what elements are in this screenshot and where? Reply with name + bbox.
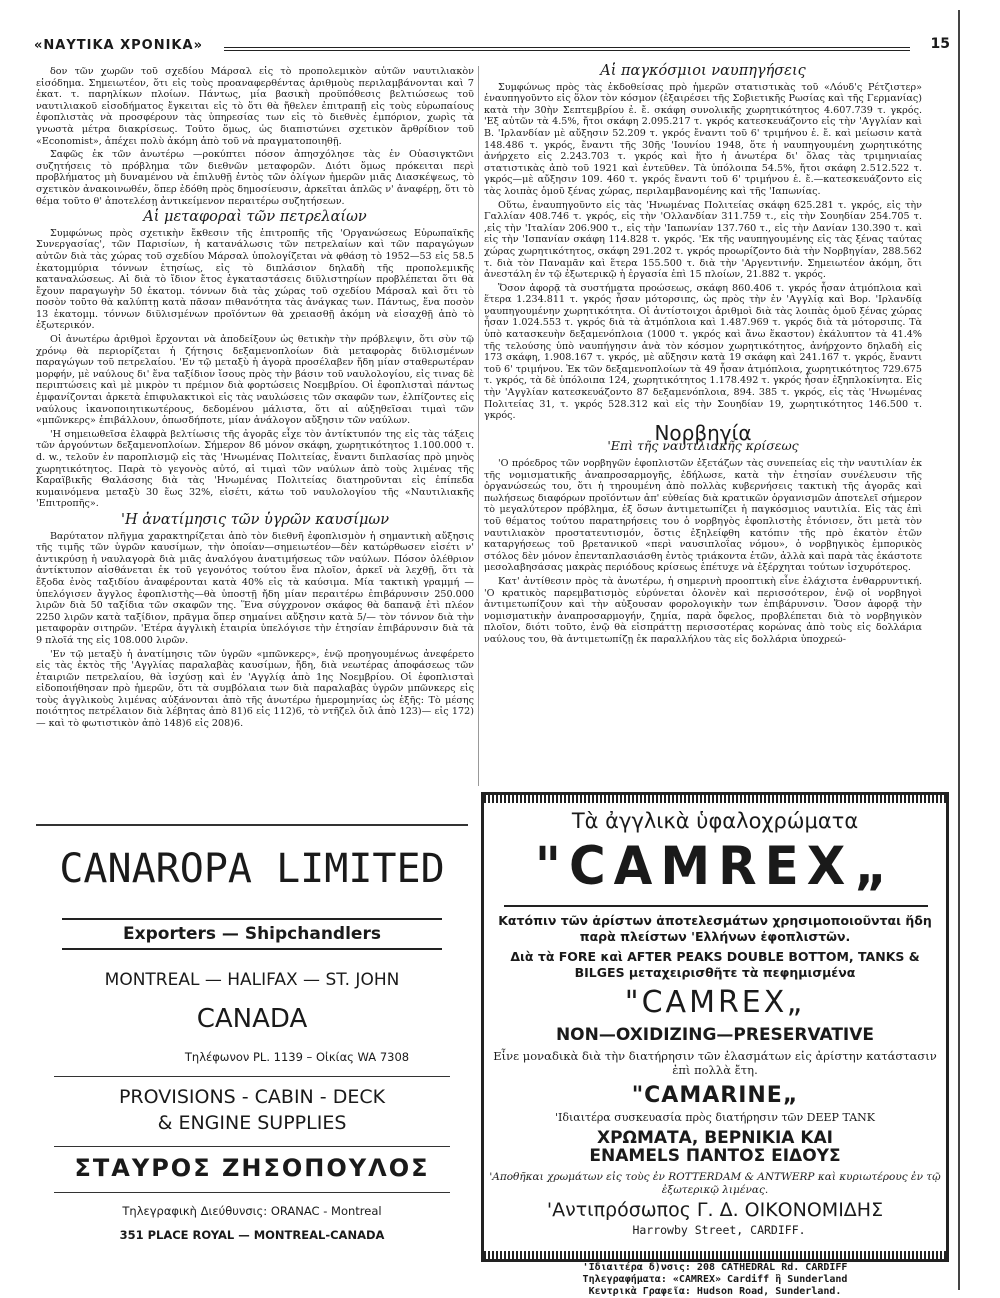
paragraph: 'Ο πρόεδρος τῶν νορβηγῶν ἐφοπλιστῶν ἐξετάζων τὰς συνεπείας εἰς τὴν ναυτιλίαν ἐκ τῆς νομισματικῆς ἀναπροσαρμογῆς, ἐδήλωσε, κατὰ τὴν ἐτησίαν συνέλευσιν τῆς ὀργανώσεώς του, ὅτι ἡ τηρουμένη ἀπὸ πολλὰς κυβερνήσεις τακτικὴ τῆς ἀγορᾶς καὶ πωλήσεως διαφόρων προϊόντων ἀπ' εὐθείας διὰ κρατικῶν ὀργανισμῶν ἀποτελεῖ σήμερον τὸ μεγαλύτερον πρόβλημα, ἐξ ὅσων ἀντιμετωπίζει ἡ παγκόσμιος ναυτιλία. Εἰς τὰς ἐπὶ τοῦ θέματος τούτου παρατηρήσεις του ὁ νορβηγὸς ἐφοπλιστὴς ἐτόνισεν, ὅτι μετὰ τὸν ναυτιλιακὸν προστατευτισμόν, ὅστις ἐξηλείφθη κατόπιν τῆς πρὸ ἑκατὸν ἐτῶν καταργήσεως τοῦ βρετανικοῦ «περὶ ναυσιπλοΐας νόμου», ὁ νορβηγικὸς ἐμπορικὸς στόλος δὲν μόνον ἐπενταπλασιάσθη ἐντὸς τριάκοντα ἐτῶν, ἀλλὰ καὶ παρὰ τὰς ἑκάστοτε μεσολαβησάσας μακρὰς περιόδους κρίσεως ἐπέτυχε νὰ ἐξέρχηται τούτων ἰσχυρότερος. <box>484 458 922 574</box>
company-phones: Τηλέφωνον PL. 1139 – Οἰκίας WA 7308 <box>184 1050 410 1064</box>
ad-dotted-border <box>484 795 946 803</box>
camarine-description: 'Ιδιαιτέρα συσκευασία πρὸς διατήρησιν τῶν DEEP TANK <box>555 1111 875 1124</box>
paragraph: Οἱ ἀνωτέρω ἀριθμοὶ ἔρχονται νὰ ἀποδείξουν ὡς θετικὴν τὴν πρόβλεψιν, ὅτι σὺν τῷ χρόνῳ θὰ περιορίζεται ἡ ζήτησις δεξαμενοπλοίων διὰ μεταφορὰς διϋλισμένων παραγώγων τοῦ πετρελαίου. 'Εν τῷ μεταξὺ ἡ ἀγορὰ προσέλαβεν ἤδη μίαν σταθερωτέραν μορφήν, μὲ ναύλους δι' ἕνα ταξίδιον ἴσους πρὸς τὴν βάσιν τοῦ ναυλολογίου, εἰς τινας δὲ περιπτώσεις καὶ μὲ μικρὸν τι πρέμιον διὰ φορτώσεις Νοεμβρίου. Οἱ ἐφοπλισταὶ πάντως ἐμφανίζονται ἀρκετὰ ἐπιφυλακτικοὶ εἰς τὰς ναυλώσεις τῶν σκαφῶν των, ἐλπίζοντες εἰς ναύλους ἱκανοποιητικωτέρους, δεδομένου μάλιστα, ὅτι αἱ αὐξηθεῖσαι τιμαὶ τῶν «μπῶνκερς» ἐπιβάλλουν, ὁπωσδήποτε, μίαν ἀνάλογον αὔξησιν τῶν ναύλων. <box>36 334 474 427</box>
paragraph: 'Εν τῷ μεταξὺ ἡ ἀνατίμησις τῶν ὑγρῶν «μπῶνκερς», ἐνῷ προηγουμένως ἀνεφέρετο εἰς τὰς ἐκτὸς τῆς 'Αγγλίας παραλαβὰς καυσίμων, ἤδη, διὰ νεωτέρας ἀποφάσεως τῶν ἑταιριῶν πετρελαίου, θὰ ἰσχύσῃ καὶ ἐν 'Αγγλίᾳ ἀπὸ 1ης Νοεμβρίου. Οἱ ἐφοπλισταὶ εἰδοποιήθησαν πρὸ ἡμερῶν, ὅτι τὰ συμβόλαια των διὰ παραλαβὰς ὑγρῶν μπῶνκερς εἰς τοὺς ἀγγλικοὺς λιμένας αὐξάνονται ἀπὸ τῆς ἀνωτέρω ἡμερομηνίας ὡς ἑξῆς: Τὸ μέσης ποιότητος πετρέλαιον διὰ λέβητας ἀπὸ 81)6 εἰς 112)6, τὸ ντῆζελ ὄιλ ἀπὸ 123)— εἰς 172)— καὶ τὸ φωτιστικὸν ἀπὸ 148)6 εἰς 208)6. <box>36 648 474 730</box>
company-name: CANAROPA LIMITED <box>59 846 445 892</box>
paragraph: Συμφώνως πρὸς σχετικὴν ἔκθεσιν τῆς ἐπιτροπῆς τῆς 'Οργανώσεως Εὐρωπαϊκῆς Συνεργασίας', τῶν Παρισίων, ἡ κατανάλωσις τῶν πετρελαίων καὶ τῶν παραγώγων αὐτῶν διὰ τὰς χώρας τοῦ σχεδίου Μάρσαλ ὑπολογίζεται νὰ φθάσῃ τὸ 1952—53 εἰς 58.5 ἑκατομμύρια τόννων ἐτησίως, εἰς τὸ διπλάσιον δηλαδὴ τῆς προπολεμικῆς καταναλώσεως. Αἱ διὰ τὸ ἴδιον ἔτος ἐγκαταστάσεις διϋλιστηρίων προβλέπεται ὅτι θὰ ἔχουν παραγωγὴν 50 ἑκατομ. τόννων διὰ τὰς χώρας τοῦ σχεδίου Μάρσαλ καὶ ὅτι τὸ ποσὸν τοῦτο θὰ καλύπτῃ κατὰ πᾶσαν πιθανότητα τὰς ἀνάγκας των. Πάντως, ἕνα ποσὸν 13 ἑκατομμ. τόννων διϋλισμένων προϊόντων θὰ χρειασθῇ ἀκόμη νὰ εἰσαχθῇ ἀπὸ τὸ ἐξωτερικόν. <box>36 227 474 332</box>
right-column <box>484 63 922 648</box>
company-tagline: Exporters — Shipchandlers <box>62 918 442 950</box>
camarine-brand: "CAMARINE„ <box>631 1083 799 1108</box>
page-number: 15 <box>930 36 950 52</box>
column-divider <box>478 66 479 786</box>
paragraph: δον τῶν χωρῶν τοῦ σχεδίου Μάρσαλ εἰς τὸ προπολεμικὸν αὐτῶν ναυτιλιακὸν εἰσόδημα. Σημειωτέον, ὅτι εἰς τοὺς προαναφερθέντας ἀριθμοὺς περιλαμβάνονται καὶ 7 ἑκατ. τ. παρηλίκων πλοίων. Πάντως, μία βασικὴ προϋπόθεσις βελτιώσεως τοῦ ναυτιλιακοῦ εἰσοδήματος ἔγκειται εἰς τὸ ὅτι θὰ ἤθελεν ἐπιτραπῇ εἰς τοὺς εὐρωπαίους ἐφοπλιστὰς νὰ προσφέρουν τὰς ὑπηρεσίας των εἰς τὸ διεθνὲς ἐμπόριον, χωρὶς τὰ γνωστὰ μέτρα διακρίσεως. Τοῦτο ὅμως, ὡς διαπιστώνει σχετικὸν ἄρθρίδιον τοῦ «Economist», ἀπέχει πολὺ ἀκόμη ἀπὸ τοῦ νὰ πραγματοποιηθῇ. <box>36 66 474 147</box>
left-column <box>36 66 474 732</box>
section-heading: 'Η ἀνατίμησις τῶν ὑγρῶν καυσίμων <box>120 511 390 528</box>
camrex-advertisement <box>481 792 949 1262</box>
journal-title: «ΝΑΥΤΙΚΑ ΧΡΟΝΙΚΑ» <box>34 38 203 53</box>
address-street: Harrowby Street, <box>632 1223 744 1237</box>
camrex-contact-lines <box>481 1262 949 1298</box>
paragraph: Βαρύτατον πλῆγμα χαρακτηρίζεται ἀπὸ τὸν διεθνῆ ἐφοπλισμὸν ἡ σημαντικὴ αὔξησις τῆς τιμῆς τῶν ὑγρῶν καυσίμων, τὴν ὁποίαν—σημειωτέον—δὲν κατώρθωσεν εἰσέτι ν' ἀντικρύσῃ ἡ ναυλαγορὰ διὰ μιᾶς ἀναλόγου ἀνατιμήσεως τῶν ναύλων. Πόσον ὀλέθριον ἀντίκτυπον αἰσθάνεται ἐκ τοῦ γεγονότος τούτου ἕνα πλοῖον, ἀρκεῖ νὰ λεχθῇ, ὅτι τὰ ἔξοδα ἑνὸς ταξιδίου ἀναφέρονται κατὰ 40% εἰς τὰ καύσιμα. Μία τακτικὴ γραμμή —ὑπελόγισεν ἄγγλος ἐφοπλιστὴς—θὰ ὑποστῇ ἤδη μίαν περαιτέρω ἐπιβάρυνσιν 250.000 λιρῶν διὰ 50 ταξίδια τῶν σκαφῶν της. Ἕνα σύγχρονον σκάφος θὰ δαπανᾷ ἐτὶ πλέον 2250 λιρῶν κατὰ ταξίδιον, πρᾶγμα ὅπερ σημαίνει αὔξησιν κατὰ 5/— τὸν τόννον διὰ τὴν μεταφορὰν σιτηρῶν. 'Ετέρα ἀγγλικὴ ἑταιρία ὑπελόγισε τὴν ἐτησίαν ἐπιβάρυνσιν διὰ τὰ 9 πλοῖά της εἰς 108.000 λιρῶν. <box>36 530 474 646</box>
telegraph-address: Τηλεγραφικὴ Διεύθυνσις: ORANAC - Montreal <box>122 1204 382 1218</box>
company-cities: MONTREAL — HALIFAX — ST. JOHN <box>104 970 400 990</box>
company-country: CANADA <box>196 1004 308 1034</box>
paragraph: Κατ' ἀντίθεσιν πρὸς τὰ ἀνωτέρω, ἡ σημερινὴ προοπτικὴ εἶνε ἐλάχιστα ἐνθαρρυντική. 'Ο κρατικὸς παρεμβατισμὸς εὐρύνεται ὁλονὲν καὶ περισσότερον, ἐνῷ οἱ νορβηγοὶ ἀντιμετωπίζουν καὶ τὴν αὐξουσαν φορολογικὴν των ἐπιβάρυνσιν. Ὅσον ἀφορᾷ τὴν νομισματικὴν ἀναπροσαρμογήν, ζημία, παρὰ ὄφελος, προβλέπεται διὰ τὸ νορβηγικὸν πλοῖον, διότι τοῦτο, ἐνῷ θὰ εἰσπράττῃ περισσοτέρας κορώνας ἀπὸ τοὺς εἰς δολλάρια ναύλους του, θὰ ἀντιμετωπίζῃ ἐκ παραλλήλου τὰς εἰς δολλάρια ὑποχρεώ- <box>484 575 922 645</box>
ad-divider <box>54 1192 450 1193</box>
ad-dotted-border <box>484 1251 946 1259</box>
paints-line: ΧΡΩΜΑΤΑ, ΒΕΡΝΙΚΙΑ ΚΑΙ <box>596 1128 834 1148</box>
ad-text: Κατόπιν τῶν ἀρίστων ἀποτελεσμάτων χρησιμοποιοῦνται ἤδη παρὰ πλείστων 'Ελλήνων ἐφοπλιστῶν. <box>498 913 932 944</box>
ad-divider <box>54 1076 450 1077</box>
head-office: Κεντρικὰ Γραφεῖα: Hudson Road, Sunderland. <box>588 1286 842 1297</box>
header-rule <box>224 47 910 48</box>
provisions-line: & ENGINE SUPPLIES <box>157 1112 347 1134</box>
representative: 'Αντιπρόσωπος Γ. Δ. ΟΙΚΟΝΟΜΙΔΗΣ <box>546 1199 884 1221</box>
ad-divider <box>504 905 928 907</box>
running-header <box>34 38 950 58</box>
street-address: 351 PLACE ROYAL — MONTREAL-CANADA <box>119 1228 385 1242</box>
paragraph: Οὕτω, ἐναυπηγοῦντο εἰς τὰς 'Ηνωμένας Πολιτείας σκάφη 625.281 τ. γκρός, εἰς τὴν Γαλλίαν 408.746 τ. γκρός, εἰς τὴν 'Ολλανδίαν 311.759 τ., εἰς τὴν Σουηδίαν 254.705 τ. ,εἰς τὴν 'Ιταλίαν 206.900 τ., εἰς τὴν 'Ιαπωνίαν 137.760 τ., εἰς τὴν Δανίαν 130.390 τ. καὶ εἰς τὴν 'Ισπανίαν σκάφη 114.828 τ. γκρός. 'Εκ τῆς ναυπηγουμένης εἰς τὰς ξένας ταύτας χώρας χωρητικότητος, σκάφη 291.202 τ. γκρός προωρίζοντο διὰ τὴν Νορβηγίαν, 288.562 τ. διὰ τὸν Παναμᾶν καὶ ἕτερα 155.500 τ. διὰ τὴν 'Αργεντινήν. Σημειωτέον ἀκόμη, ὅτι ἀνεστάλη ἐν τῷ ἐξωτερικῷ ἡ ἐργασία ἐπὶ 15 πλοίων, 21.882 τ. γκρός. <box>484 199 922 281</box>
ad-divider <box>54 1146 450 1147</box>
warehouses-text: 'Αποθῆκαι χρωμάτων εἰς τοὺς ἐν ROTTERDAM & ANTWERP καὶ κυριωτέρους ἐν τῷ ἐξωτερικῷ λιμένας. <box>489 1171 941 1196</box>
camrex-brand-secondary: "CAMREX„ <box>624 985 806 1020</box>
section-subheading: 'Επὶ τῆς ναυτιλιακῆς κρίσεως <box>607 438 799 454</box>
ad-top-rule <box>36 824 468 826</box>
ad-text: Διὰ τὰ FORE καὶ AFTER PEAKS DOUBLE BOTTOM, TANKS & BILGES μεταχειρισθῆτε τὰ πεφημισμένα <box>510 949 920 980</box>
provisions-line: PROVISIONS - CABIN - DECK <box>118 1086 386 1108</box>
section-heading: Νορβηγία <box>654 420 752 445</box>
paragraph: Ὅσον ἀφορᾷ τὰ συστήματα προώσεως, σκάφη 860.406 τ. γκρός ἦσαν ἀτμόπλοια καὶ ἕτερα 1.234.811 τ. γκρός ἦσαν μότορσιπς, ὡς πρὸς τὴν ἐν 'Αγγλίᾳ καὶ Βορ. 'Ιρλανδίᾳ ναυπηγουμένην χωρητικότητα. Οἱ ἀντίστοιχοι ἀριθμοὶ διὰ τὰς λοιπὰς ὁμοῦ ξένας χώρας ἦσαν 1.024.553 τ. γκρός διὰ τὰ ἀτμόπλοια καὶ 1.487.969 τ. γκρός διὰ τὰ μότορσιπς. Τὰ ὑπὸ κατασκευὴν δεξαμενόπλοια (1000 τ. γκρός καὶ ἄνω ἕκαστον) ἐκάλυπτον τὰ 41.4% τῆς τελούσης ὑπὸ ναυπήγησιν ἀνὰ τὸν κόσμον χωρητικότητος, ἀνήρχοντο δηλαδὴ εἰς 173 σκάφη, 1.908.167 τ. γκρός, μὲ αὔξησιν κατὰ 19 σκάφη καὶ 241.167 τ. γκρός, ἔναντι τοῦ 6' τριμήνου. Ἐκ τῶν δεξαμενοπλοίων τὰ 49 ἦσαν ἀτμόπλοια, χωρητικότητος 729.675 τ. γκρός, τὰ δὲ ὑπόλοιπα 124, χωρητικότητος 1.178.492 τ. γκρός ἦσαν ἐξηπλοκίνητα. Εἰς τὴν 'Αγγλίαν κατεσκευάζοντο 87 δεξαμενόπλοια, 894. 385 τ. γκρός, εἰς τὰς 'Ηνωμένας Πολιτείας 31, τ. γκρός 528.312 καὶ εἰς τὴν Σουηδίαν 19, χωρητικότητος 146.500 τ. γκρός. <box>484 282 922 422</box>
paints-line: ENAMELS ΠΑΝΤΟΣ ΕΙΔΟΥΣ <box>589 1146 841 1166</box>
ad-headline: Τὰ ἀγγλικὰ ὑφαλοχρώματα <box>571 809 859 833</box>
product-name: NON—OXIDIZING—PRESERVATIVE <box>555 1025 875 1045</box>
header-rule <box>224 50 910 51</box>
product-description: Εἶνε μοναδικὰ διὰ τὴν διατήρησιν τῶν ἐλασμάτων εἰς ἀρίστην κατάστασιν ἐπὶ πολλὰ ἔτη. <box>493 1049 937 1077</box>
agent-name: ΣΤΑΥΡΟΣ ΖΗΣΟΠΟΥΛΟΣ <box>74 1154 430 1182</box>
paints-heading <box>484 1129 946 1165</box>
canaropa-advertisement <box>36 824 468 1254</box>
camrex-brand: "CAMREX„ <box>534 835 896 897</box>
section-heading: Αἱ μεταφοραὶ τῶν πετρελαίων <box>143 209 367 226</box>
paragraph: 'Η σημειωθεῖσα ἐλαφρὰ βελτίωσις τῆς ἀγορᾶς εἶχε τὸν ἀντίκτυπόν της εἰς τὰς τάξεις τῶν ἀργούντων δεξαμενοπλοίων. Σήμερον 86 μόνον σκάφη, χωρητικότητος 1.100.000 τ. d. w., τελοῦν ἐν παροπλισμῷ εἰς τὰς 'Ηνωμένας Πολιτείας, ἔναντι διπλασίας πρὸ μηνὸς χωρητικότητος. Παρὰ τὸ γεγονὸς αὐτό, αἱ τιμαὶ τῶν ναύλων ἀπὸ τοὺς λιμένας τῆς Καραϊβικῆς Θαλάσσης διὰ τὰς 'Ηνωμένας Πολιτείας διατηροῦνται εἰς ἐπίπεδα κυμαινόμενα μεταξὺ 30 ἕως 32%, εἰσέτι, κάτω τοῦ ναυλολογίου τῆς «Ναυτιλιακῆς 'Επιτροπῆς». <box>36 428 474 510</box>
page-edge-line <box>958 10 960 1290</box>
street-address <box>524 1223 914 1237</box>
paragraph: Σαφῶς ἐκ τῶν ἀνωτέρω —ροκύπτει πόσον ἀπησχόλησε τὰς ἐν Οὐασιγκτῶνι συζητήσεις τὸ πρόβλημα τῶν διεθνῶν μεταφορῶν. Διότι ὅμως πρόκειται περὶ προβλήματος μὴ δυναμένου νὰ ἐπιλυθῇ ἐντὸς τῶν ὀλίγων ἡμερῶν μιᾶς Διασκέψεως, τὸ σχετικὸν ἀνακοινωθέν, ὅπερ ἐδόθη πρὸς δημοσίευσιν, ἀρκεῖται ἁπλῶς ν' ἀναφέρῃ, ὅτι τὸ θέμα τοῦτο θ' ἀποτελέσῃ ἀντικείμενον περαιτέρω συζητήσεων. <box>36 149 474 207</box>
private-address: 'Ιδιαιτέρα δ)νσις: 208 CATHEDRAL Rd. CARDIFF <box>582 1262 848 1273</box>
address-city: CARDIFF. <box>750 1223 806 1237</box>
telegram-address: Τηλεγραφήματα: «CAMREX» Cardiff ἢ Sunderland <box>582 1274 848 1285</box>
paragraph: Συμφώνως πρὸς τὰς ἐκδοθείσας πρὸ ἡμερῶν στατιστικὰς τοῦ «Λόυδ'ς Ρέτζιστερ» ἐναυπηγοῦντο εἰς ὅλον τὸν κόσμον (ἐξαιρέσει τῆς Σοβιετικῆς Ρωσίας καὶ τῆς Γερμανίας) κατὰ τὴν 30ὴν Σεπτεμβρίου ἐ. ἔ. σκάφη συνολικῆς χωρητικότητος 4.607.739 τ. γκρός. 'Εξ αὐτῶν τὰ 4.5%, ἤτοι σκάφη 2.095.217 τ. γκρός κατεσκευάζοντο εἰς τὴν 'Αγγλίαν καὶ Β. 'Ιρλανδίαν μὲ αὔξησιν 52.209 τ. γκρός ἔναντι τοῦ 6' τριμήνου ἐ. ἔ. καὶ μείωσιν κατὰ 148.486 τ. γκρός, ἔναντι τῆς 30ῆς 'Ιουνίου 1948, ὅτε ἡ ναυπηγουμένη χωρητικότης ἀνήρχετο εἰς 2.243.703 τ. γκρός καὶ ἥτο ἡ ἀνωτέρα δι' ὅλας τὰς τριμηνιαίας στατιστικὰς ἀπὸ τοῦ 1921 καὶ ἐντεῦθεν. Τὰ ὑπόλοιπα 54.5%, ἤτοι σκάφη 2.512.522 τ. γκρός—μὲ αὔξησιν 109. 460 τ. γκρός ἔναντι τοῦ 6' τριμήνου ἐ. ἔ.—κατεσκευάζοντο εἰς τὰς λοιπὰς ὁμοῦ ξένας χώρας, περιλαμβανομένης καὶ τῆς 'Ιαπωνίας. <box>484 81 922 197</box>
section-heading: Αἱ παγκόσμιοι ναυπηγήσεις <box>600 63 806 79</box>
